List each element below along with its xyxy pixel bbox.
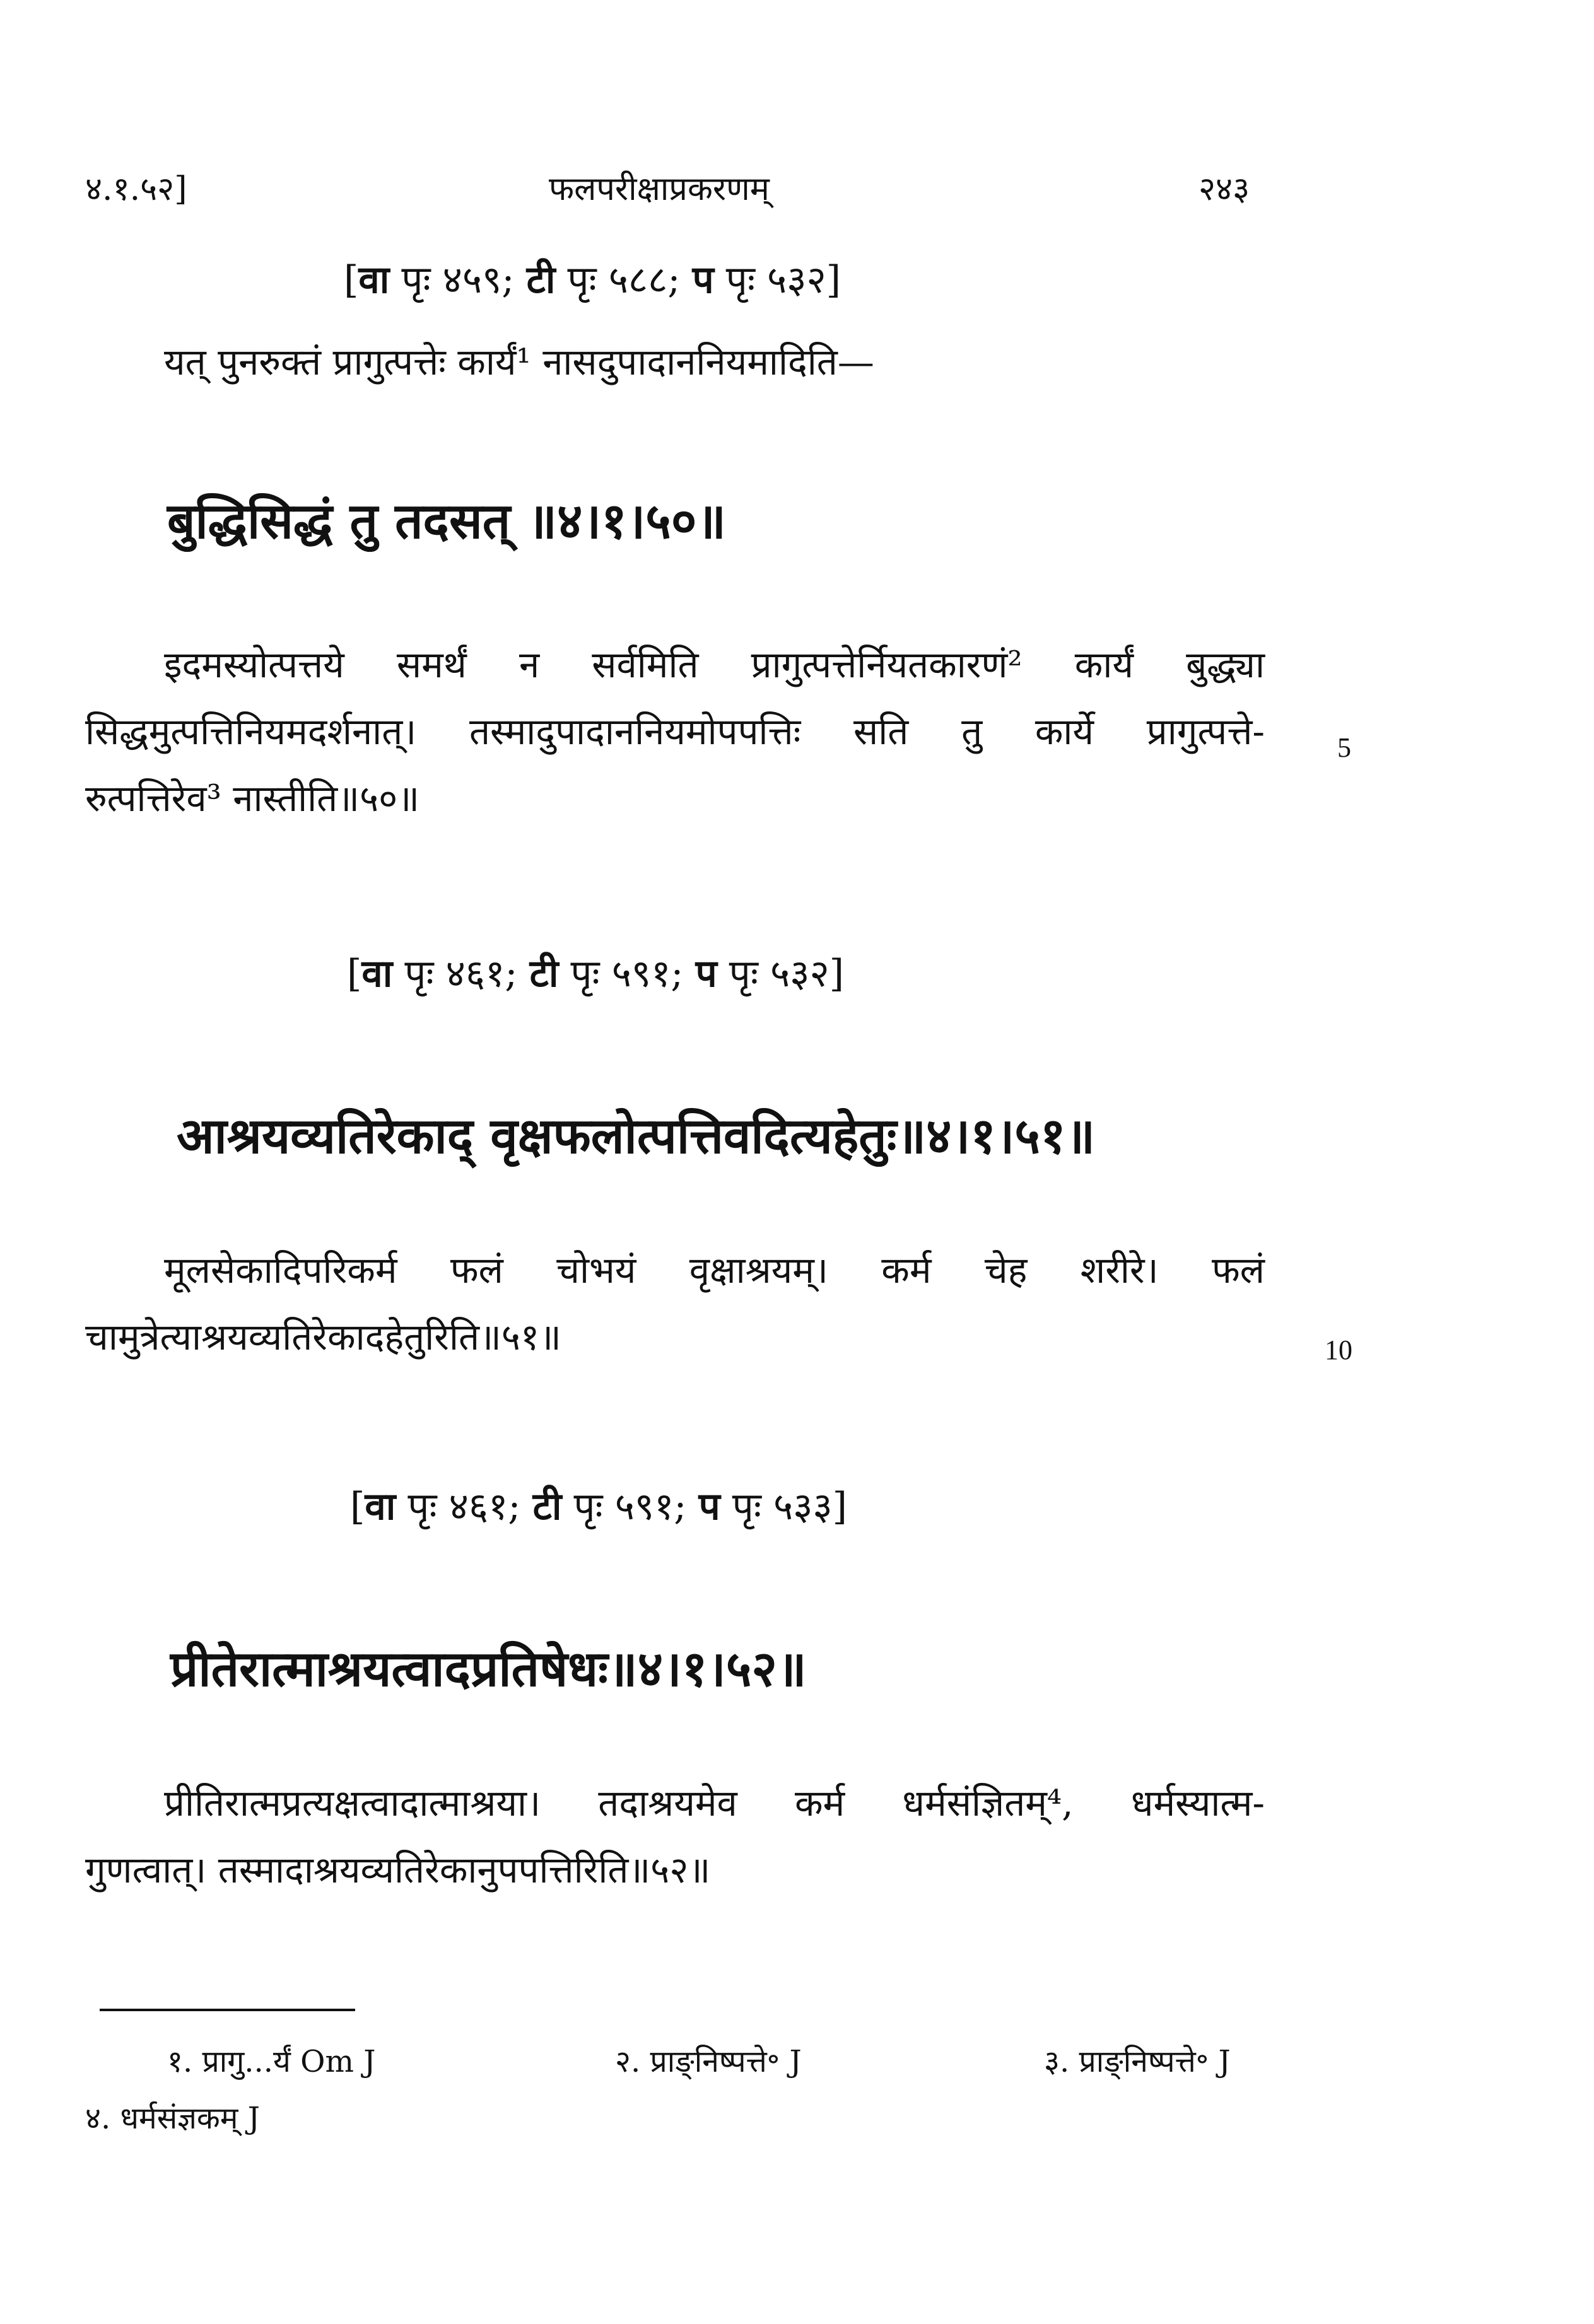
- header-section-number: ४.१.५२]: [85, 170, 187, 208]
- reference-line-1: [वा पृः ४५९; टी पृः ५८८; प पृः ५३२]: [344, 258, 841, 302]
- commentary-50-line-3: रुत्पत्तिरेव³ नास्तीति॥५०॥: [85, 777, 420, 820]
- sutra-51: आश्रयव्यतिरेकाद् वृक्षफलोत्पत्तिवदित्यहेतुः॥४।१।५१॥: [177, 1107, 1096, 1165]
- sutra-50: बुद्धिसिद्धं तु तदसत् ॥४।१।५०॥: [167, 493, 727, 550]
- line-number-10: 10: [1325, 1334, 1352, 1365]
- footnote-1: १. प्रागु...र्यं Om J: [167, 2044, 376, 2079]
- header-page-number: २४३: [1198, 170, 1250, 208]
- line-number-5: 5: [1337, 732, 1351, 763]
- footnote-rule: [100, 2009, 355, 2011]
- commentary-52-line-1: प्रीतिरात्मप्रत्यक्षत्वादात्माश्रया। तदाश्रयमेव कर्म धर्मसंज्ञितम्⁴, धर्मस्यात्म-: [164, 1782, 1265, 1825]
- commentary-51-line-1: मूलसेकादिपरिकर्म फलं चोभयं वृक्षाश्रयम्। कर्म चेह शरीरे। फलं: [164, 1249, 1265, 1292]
- footnote-4: ४. धर्मसंज्ञकम् J: [85, 2101, 260, 2136]
- header-chapter-title: फलपरीक्षाप्रकरणम्: [549, 170, 770, 208]
- sutra-52: प्रीतेरात्माश्रयत्वादप्रतिषेधः॥४।१।५२॥: [170, 1640, 807, 1698]
- commentary-52: [85, 1782, 1265, 1891]
- reference-line-3: [वा पृः ४६१; टी पृः ५९१; प पृः ५३३]: [350, 1485, 848, 1529]
- commentary-52-line-2: गुणत्वात्। तस्मादाश्रयव्यतिरेकानुपपत्तिरिति॥५२॥: [85, 1848, 711, 1891]
- commentary-51-line-2: चामुत्रेत्याश्रयव्यतिरेकादहेतुरिति॥५१॥: [85, 1316, 561, 1358]
- footnote-3: ३. प्राङ्निष्पत्ते॰ J: [1044, 2044, 1231, 2079]
- commentary-50: [85, 643, 1265, 820]
- reference-line-2: [वा पृः ४६१; टी पृः ५९१; प पृः ५३२]: [347, 952, 845, 996]
- footnote-2: २. प्राङ्निष्पत्ते॰ J: [615, 2044, 802, 2079]
- commentary-51: [85, 1249, 1265, 1358]
- intro-line: यत् पुनरुक्तं प्रागुत्पत्तेः कार्यं¹ नासदुपादाननियमादिति—: [164, 341, 874, 383]
- commentary-50-line-2: सिद्धमुत्पत्तिनियमदर्शनात्। तस्मादुपादाननियमोपपत्तिः सति तु कार्ये प्रागुत्पत्ते-: [85, 710, 1265, 753]
- commentary-50-line-1: इदमस्योत्पत्तये समर्थं न सर्वमिति प्रागुत्पत्तेर्नियतकारणं² कार्यं बुद्ध्या: [164, 643, 1265, 686]
